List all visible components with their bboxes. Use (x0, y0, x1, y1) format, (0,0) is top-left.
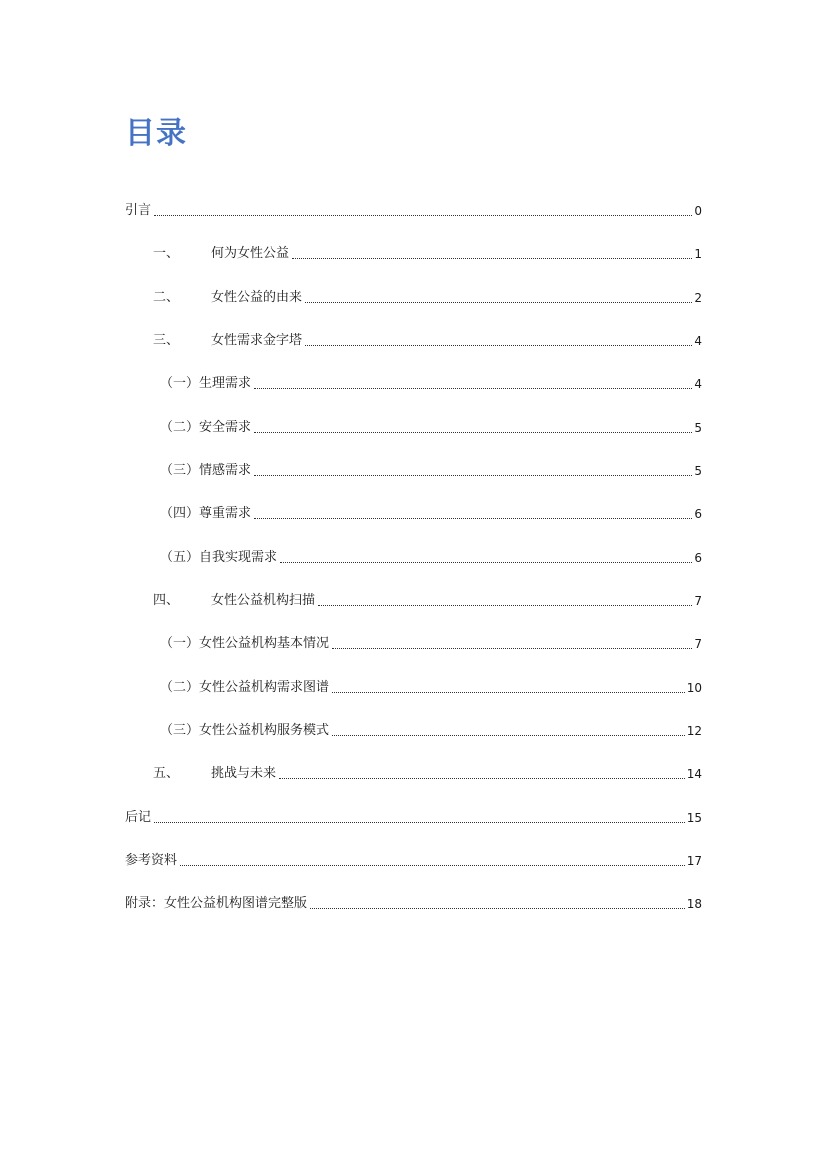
toc-entry-number: 二、 (153, 290, 180, 305)
toc-entry[interactable] (125, 809, 702, 827)
toc-leader-dots (305, 301, 692, 303)
toc-entry[interactable] (125, 852, 702, 870)
toc-leader-dots (154, 821, 685, 823)
toc-entry[interactable] (153, 289, 702, 307)
toc-entry[interactable] (160, 375, 702, 393)
toc-entry-page: 6 (694, 551, 702, 565)
toc-leader-dots (254, 517, 692, 519)
toc-leader-dots (254, 474, 692, 476)
toc-entry-label: （四）尊重需求 (160, 506, 252, 521)
toc-entry[interactable] (160, 722, 702, 740)
toc-leader-dots (279, 777, 685, 779)
toc-entry[interactable] (160, 505, 702, 523)
toc-entry-label: （三）女性公益机构服务模式 (160, 723, 330, 738)
toc-entry-page: 6 (694, 507, 702, 521)
toc-entry-page: 5 (694, 464, 702, 478)
toc-entry[interactable] (160, 462, 702, 480)
toc-entry-page: 17 (686, 854, 702, 868)
toc-entry-label: 参考资料 (125, 853, 178, 868)
toc-entry[interactable] (153, 765, 702, 783)
toc-entry[interactable] (160, 679, 702, 697)
toc-title: 目录 (125, 116, 187, 151)
toc-entry-page: 7 (694, 594, 702, 608)
toc-entry-page: 7 (694, 637, 702, 651)
toc-entry[interactable] (125, 895, 702, 913)
toc-leader-dots (254, 387, 692, 389)
toc-leader-dots (280, 561, 692, 563)
toc-entry-label: （二）女性公益机构需求图谱 (160, 680, 330, 695)
toc-entry-label: （一）生理需求 (160, 376, 252, 391)
toc-entry-page: 18 (686, 897, 702, 911)
toc-entry-number: 五、 (153, 766, 180, 781)
toc-leader-dots (254, 431, 692, 433)
toc-entry-page: 0 (694, 204, 702, 218)
toc-entry-label: 何为女性公益 (211, 246, 290, 261)
toc-entry-number: 四、 (153, 593, 180, 608)
toc-entry-number: 三、 (153, 333, 180, 348)
toc-entry-label: 女性公益机构扫描 (211, 593, 316, 608)
toc-leader-dots (292, 257, 692, 259)
toc-entry-page: 2 (694, 291, 702, 305)
toc-entry-label: 附录：女性公益机构图谱完整版 (125, 896, 308, 911)
toc-entry-label: （三）情感需求 (160, 463, 252, 478)
toc-entry-label: 女性公益的由来 (211, 290, 303, 305)
toc-entry-label: （一）女性公益机构基本情况 (160, 636, 330, 651)
toc-entry-page: 14 (686, 767, 702, 781)
toc-entry-label: （二）安全需求 (160, 420, 252, 435)
toc-entry-label: 挑战与未来 (211, 766, 277, 781)
toc-entry[interactable] (125, 202, 702, 220)
toc-leader-dots (332, 734, 685, 736)
toc-leader-dots (180, 864, 685, 866)
toc-entry-label: （五）自我实现需求 (160, 550, 278, 565)
toc-entry-label: 后记 (125, 810, 152, 825)
toc-entry-page: 10 (686, 681, 702, 695)
toc-entry[interactable] (153, 245, 702, 263)
toc-entry-page: 5 (694, 421, 702, 435)
toc-entry[interactable] (160, 419, 702, 437)
toc-entry-number: 一、 (153, 246, 180, 261)
toc-leader-dots (332, 691, 685, 693)
toc-entry-page: 15 (686, 811, 702, 825)
toc-entry[interactable] (160, 635, 702, 653)
toc-entry[interactable] (153, 332, 702, 350)
toc-leader-dots (310, 907, 685, 909)
toc-entry-page: 12 (686, 724, 702, 738)
toc-entry-label: 女性需求金字塔 (211, 333, 303, 348)
toc-leader-dots (318, 604, 692, 606)
toc-leader-dots (332, 647, 692, 649)
toc-leader-dots (305, 344, 692, 346)
toc-entry-label: 引言 (125, 203, 152, 218)
toc-entry-page: 4 (694, 377, 702, 391)
toc-leader-dots (154, 214, 692, 216)
toc-entry-page: 4 (694, 334, 702, 348)
toc-entry[interactable] (160, 549, 702, 567)
toc-entry-page: 1 (694, 247, 702, 261)
toc-entry[interactable] (153, 592, 702, 610)
